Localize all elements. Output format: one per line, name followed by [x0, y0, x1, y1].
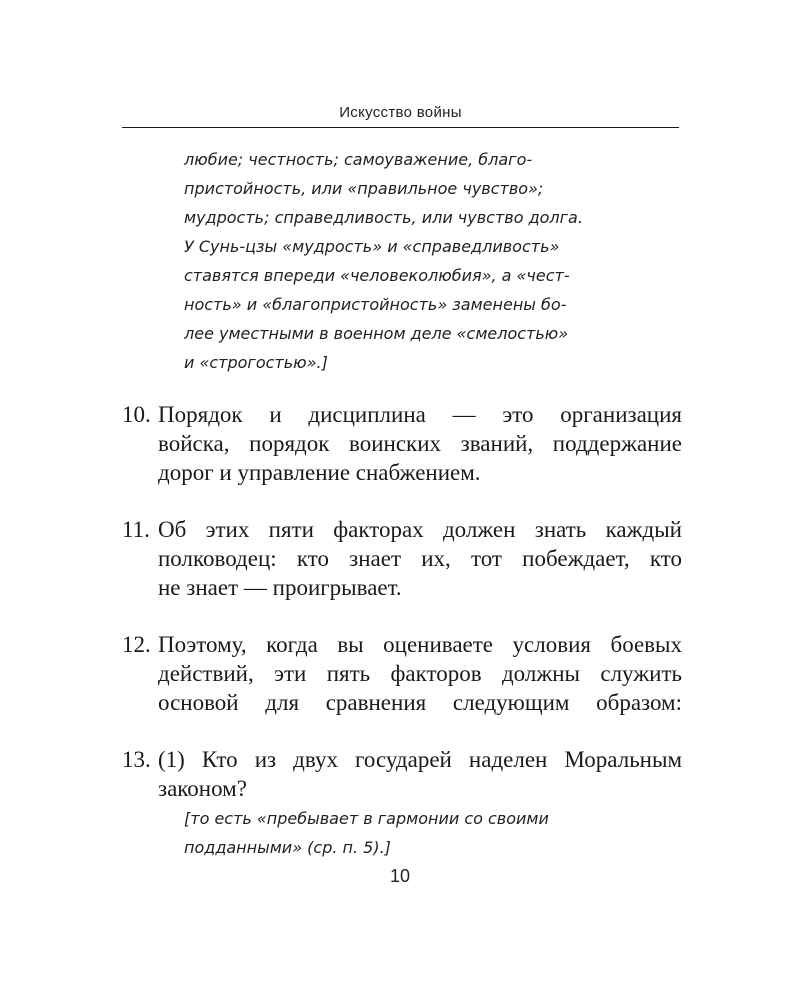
- paragraph-line: (1) Кто из двух государей наделен Моральным: [158, 747, 682, 772]
- commentary-line: лее уместными в военном деле «смелостью»: [184, 324, 569, 343]
- numbered-paragraph-12: [122, 630, 682, 717]
- paragraph-line: основой для сравнения следующим образом:: [158, 690, 682, 715]
- paragraph-line: не знает — проигрывает.: [158, 575, 402, 600]
- paragraph-line: полководец: кто знает их, тот побеждает, кто: [158, 546, 682, 571]
- paragraph-line: законом?: [158, 776, 247, 801]
- paragraph-number: 11.: [122, 517, 150, 542]
- paragraph-line: Порядок и дисциплина — это организация: [158, 402, 682, 427]
- paragraph-line: войска, порядок воинских званий, поддержание: [158, 431, 682, 456]
- running-head: Искусство войны: [339, 104, 462, 121]
- page-number: 10: [389, 866, 411, 886]
- paragraph-line: Об этих пяти факторах должен знать каждый: [158, 517, 682, 542]
- paragraph-text: [158, 515, 682, 602]
- paragraph-line: дорог и управление снабжением.: [158, 460, 481, 485]
- paragraph-text: [158, 630, 682, 717]
- commentary-block: [184, 145, 624, 377]
- commentary-line: любие; честность; самоуважение, благо-: [184, 150, 533, 169]
- paragraph-number: 13.: [122, 747, 151, 772]
- header-rule: [122, 127, 679, 128]
- paragraph-line: Поэтому, когда вы оцениваете условия боевых: [158, 632, 682, 657]
- paragraph-text: [158, 400, 682, 487]
- numbered-paragraph-10: [122, 400, 682, 487]
- paragraph-text: [158, 745, 682, 803]
- commentary-block: [184, 804, 644, 862]
- commentary-line: У Сунь-цзы «мудрость» и «справедливость»: [184, 237, 560, 256]
- paragraph-number: 10.: [122, 402, 151, 427]
- commentary-line: и «строгостью».]: [184, 353, 328, 372]
- commentary-line: ставятся впереди «человеколюбия», а «чест-: [184, 266, 570, 285]
- commentary-line: мудрость; справедливость, или чувство долга.: [184, 208, 583, 227]
- numbered-paragraph-13: [122, 745, 682, 803]
- commentary-line: [то есть «пребывает в гармонии со своими: [184, 809, 549, 828]
- paragraph-line: действий, эти пять факторов должны служить: [158, 661, 682, 686]
- paragraph-number: 12.: [122, 632, 151, 657]
- commentary-line: подданными» (ср. п. 5).]: [184, 838, 391, 857]
- commentary-line: ность» и «благопристойность» заменены бо-: [184, 295, 567, 314]
- numbered-paragraph-11: [122, 515, 682, 602]
- commentary-line: пристойность, или «правильное чувство»;: [184, 179, 544, 198]
